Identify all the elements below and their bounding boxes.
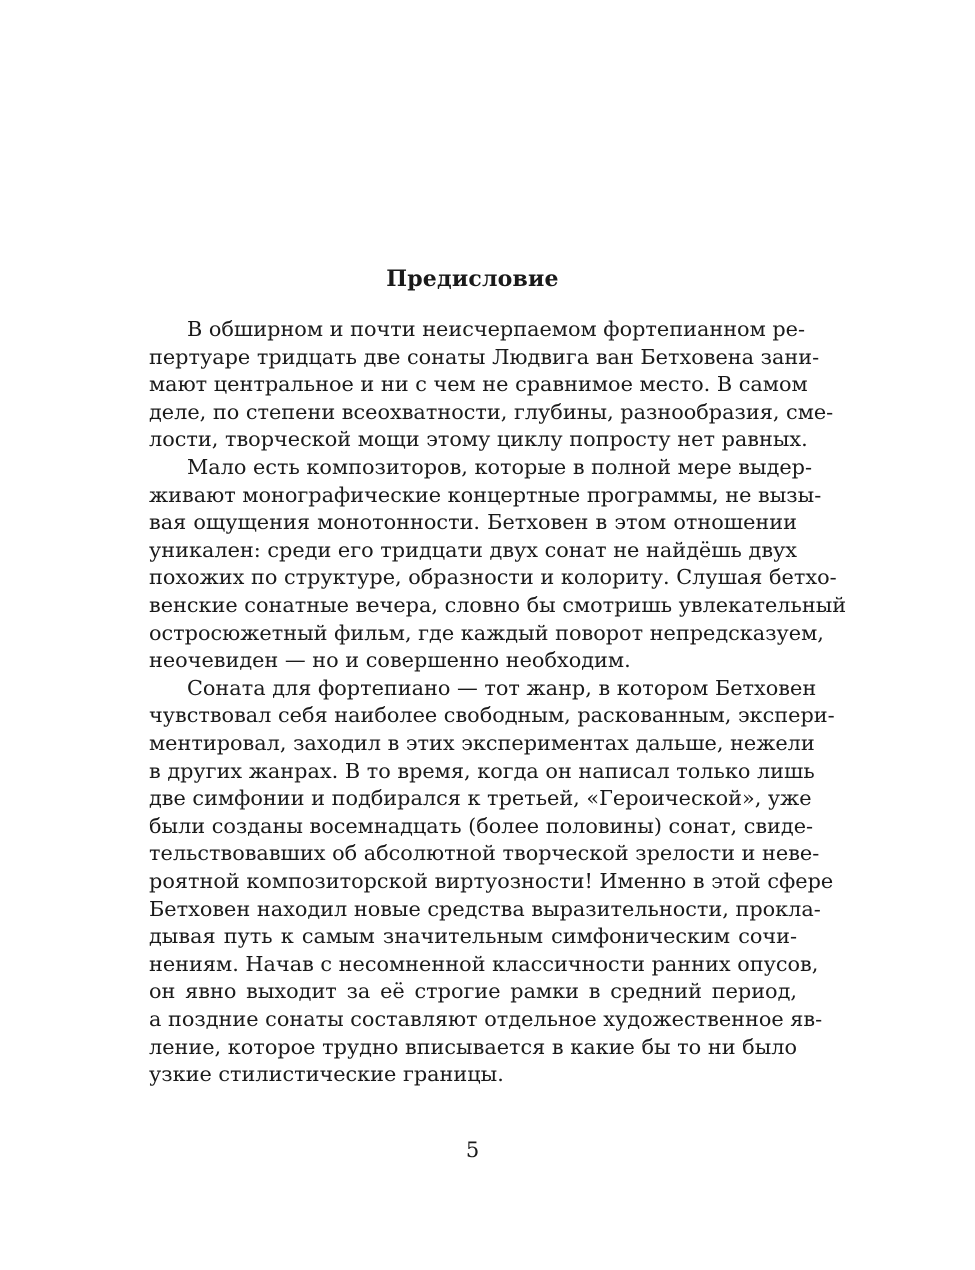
page-title: Предисловие	[386, 266, 559, 292]
paragraph-2-line-2: живают монографические концертные программы, не вызы-	[149, 482, 822, 507]
paragraph-1-line-1: В обширном и почти неисчерпаемом фортепианном ре-	[187, 317, 806, 341]
paragraph-3-line-13: а поздние сонаты составляют отдельное художественное яв-	[149, 1007, 823, 1031]
paragraph-3-line-12: он явно выходит за её строгие рамки в средний период,	[149, 979, 797, 1004]
paragraph-3-line-6: были созданы восемнадцать (более половины) сонат, свиде-	[149, 813, 814, 838]
paragraph-3-line-4: в других жанрах. В то время, когда он написал только лишь	[149, 758, 815, 783]
paragraph-1-line-5: лости, творческой мощи этому циклу попросту нет равных.	[149, 427, 808, 452]
paragraph-2-line-5: похожих по структуре, образности и колориту. Слушая бетхо-	[149, 565, 837, 590]
page-number: 5	[465, 1138, 480, 1162]
paragraph-3-line-8: роятной композиторской виртуозности! Именно в этой сфере	[149, 869, 834, 893]
paragraph-2-line-7: остросюжетный фильм, где каждый поворот непредсказуем,	[149, 620, 824, 645]
paragraph-3-line-14: ление, которое трудно вписывается в какие бы то ни было	[149, 1034, 797, 1059]
paragraph-2-line-4: уникален: среди его тридцати двух сонат не найдёшь двух	[149, 537, 797, 562]
paragraph-3-line-15: узкие стилистические границы.	[149, 1062, 504, 1087]
paragraph-3-line-5: две симфонии и подбирался к третьей, «Героической», уже	[149, 786, 812, 811]
paragraph-1-line-2: пертуаре тридцать две сонаты Людвига ван Бетховена зани-	[149, 344, 820, 369]
paragraph-2-line-3: вая ощущения монотонности. Бетховен в этом отношении	[149, 510, 797, 535]
paragraph-3-line-10: дывая путь к самым значительным симфоническим сочи-	[149, 924, 797, 949]
paragraph-3-line-1: Соната для фортепиано — тот жанр, в котором Бетховен	[187, 675, 817, 700]
paragraph-2-line-6: венские сонатные вечера, словно бы смотришь увлекательный	[149, 593, 847, 617]
paragraph-3-line-2: чувствовал себя наиболее свободным, раскованным, экспери-	[149, 703, 835, 728]
paragraph-2-line-8: неочевиден — но и совершенно необходим.	[149, 648, 631, 673]
paragraph-2-line-1: Мало есть композиторов, которые в полной мере выдер-	[187, 455, 813, 479]
paragraph-3-line-11: нениям. Начав с несомненной классичности ранних опусов,	[149, 951, 819, 976]
paragraph-3-line-7: тельствовавших об абсолютной творческой зрелости и неве-	[149, 841, 820, 866]
paragraph-3-line-9: Бетховен находил новые средства выразительности, прокла-	[149, 896, 821, 921]
paragraph-1-line-3: мают центральное и ни с чем не сравнимое место. В самом	[149, 372, 808, 397]
paragraph-3-line-3: ментировал, заходил в этих экспериментах дальше, нежели	[149, 731, 815, 755]
paragraph-1-line-4: деле, по степени всеохватности, глубины, разнообразия, сме-	[149, 399, 834, 424]
